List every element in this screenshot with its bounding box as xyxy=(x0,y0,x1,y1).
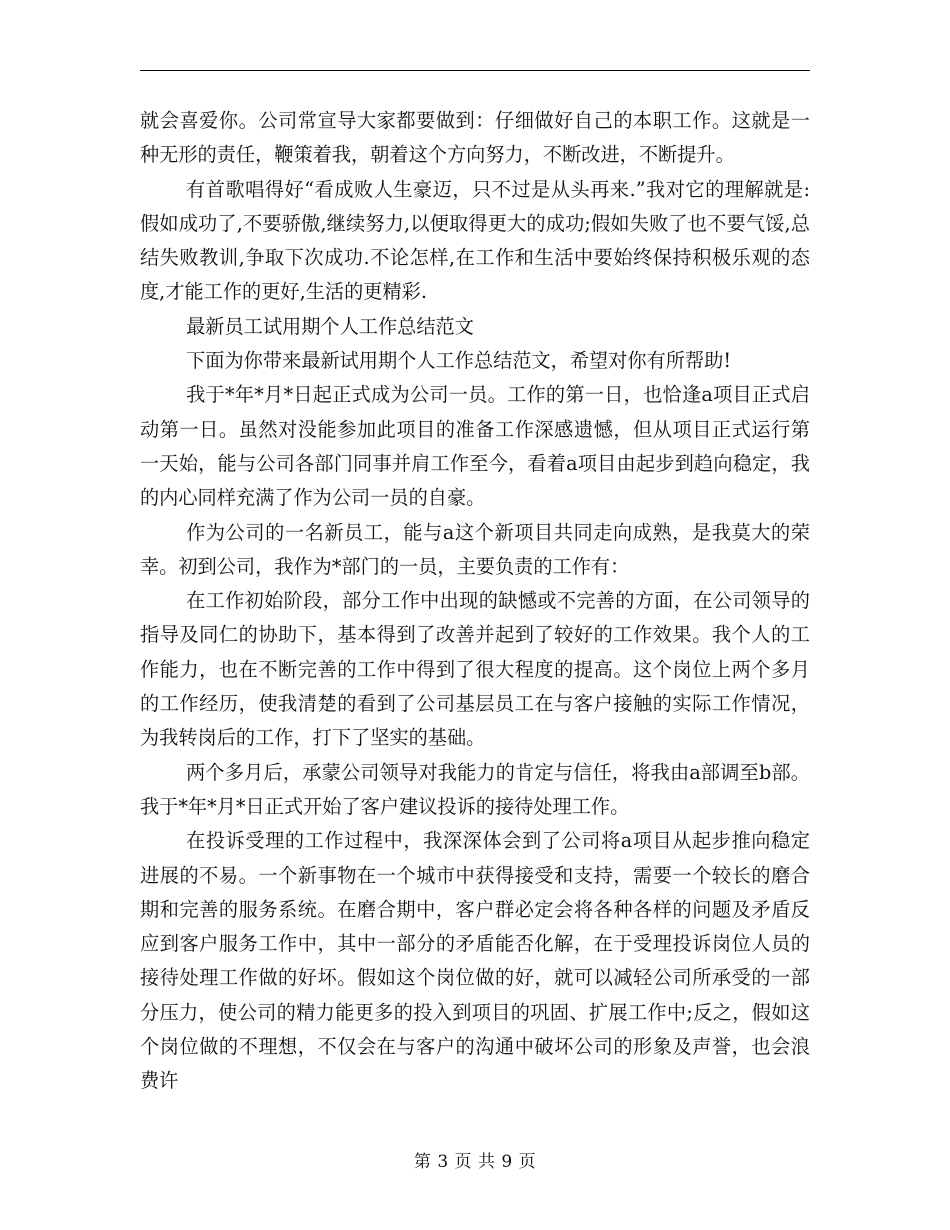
paragraph: 作为公司的一名新员工，能与a这个新项目共同走向成熟，是我莫大的荣幸。初到公司，我作为*部门的一员，主要负责的工作有： xyxy=(140,520,810,578)
page-number-footer: 第 3 页 共 9 页 xyxy=(413,1152,537,1172)
paragraph: 下面为你带来最新试用期个人工作总结范文，希望对你有所帮助! xyxy=(186,349,732,373)
header-rule xyxy=(140,70,810,71)
paragraph: 两个多月后，承蒙公司领导对我能力的肯定与信任，将我由a部调至b部。我于*年*月*日正式开始了客户建议投诉的接待处理工作。 xyxy=(140,760,810,818)
paragraph: 在工作初始阶段，部分工作中出现的缺憾或不完善的方面，在公司领导的指导及同仁的协助下，基本得到了改善并起到了较好的工作效果。我个人的工作能力，也在不断完善的工作中得到了很大程度的提高。这个岗位上两个多月的工作经历，使我清楚的看到了公司基层员工在与客户接触的实际工作情况，为我转岗后的工作，打下了坚实的基础。 xyxy=(140,589,810,750)
paragraph: 就会喜爱你。公司常宣导大家都要做到：仔细做好自己的本职工作。这就是一种无形的责任，鞭策着我，朝着这个方向努力，不断改进，不断提升。 xyxy=(140,109,810,167)
paragraph: 我于*年*月*日起正式成为公司一员。工作的第一日，也恰逢a项目正式启动第一日。虽然对没能参加此项目的准备工作深感遗憾，但从项目正式运行第一天始，能与公司各部门同事并肩工作至今，看着a项目由起步到趋向稳定，我的内心同样充满了作为公司一员的自豪。 xyxy=(140,383,810,510)
paragraph: 有首歌唱得好“看成败人生豪迈，只不过是从头再来.”我对它的理解就是:假如成功了,不要骄傲,继续努力,以便取得更大的成功;假如失败了也不要气馁,总结失败教训,争取下次成功.不论怎样,在工作和生活中要始终保持积极乐观的态度,才能工作的更好,生活的更精彩. xyxy=(140,177,810,304)
paragraph: 在投诉受理的工作过程中，我深深体会到了公司将a项目从起步推向稳定进展的不易。一个新事物在一个城市中获得接受和支持，需要一个较长的磨合期和完善的服务系统。在磨合期中，客户群必定会将各种各样的问题及矛盾反应到客户服务工作中，其中一部分的矛盾能否化解，在于受理投诉岗位人员的接待处理工作做的好坏。假如这个岗位做的好，就可以减轻公司所承受的一部分压力，使公司的精力能更多的投入到项目的巩固、扩展工作中;反之，假如这个岗位做的不理想，不仅会在与客户的沟通中破坏公司的形象及声誉，也会浪费许 xyxy=(140,829,810,1093)
section-heading: 最新员工试用期个人工作总结范文 xyxy=(186,314,474,338)
document-body xyxy=(140,104,810,1099)
